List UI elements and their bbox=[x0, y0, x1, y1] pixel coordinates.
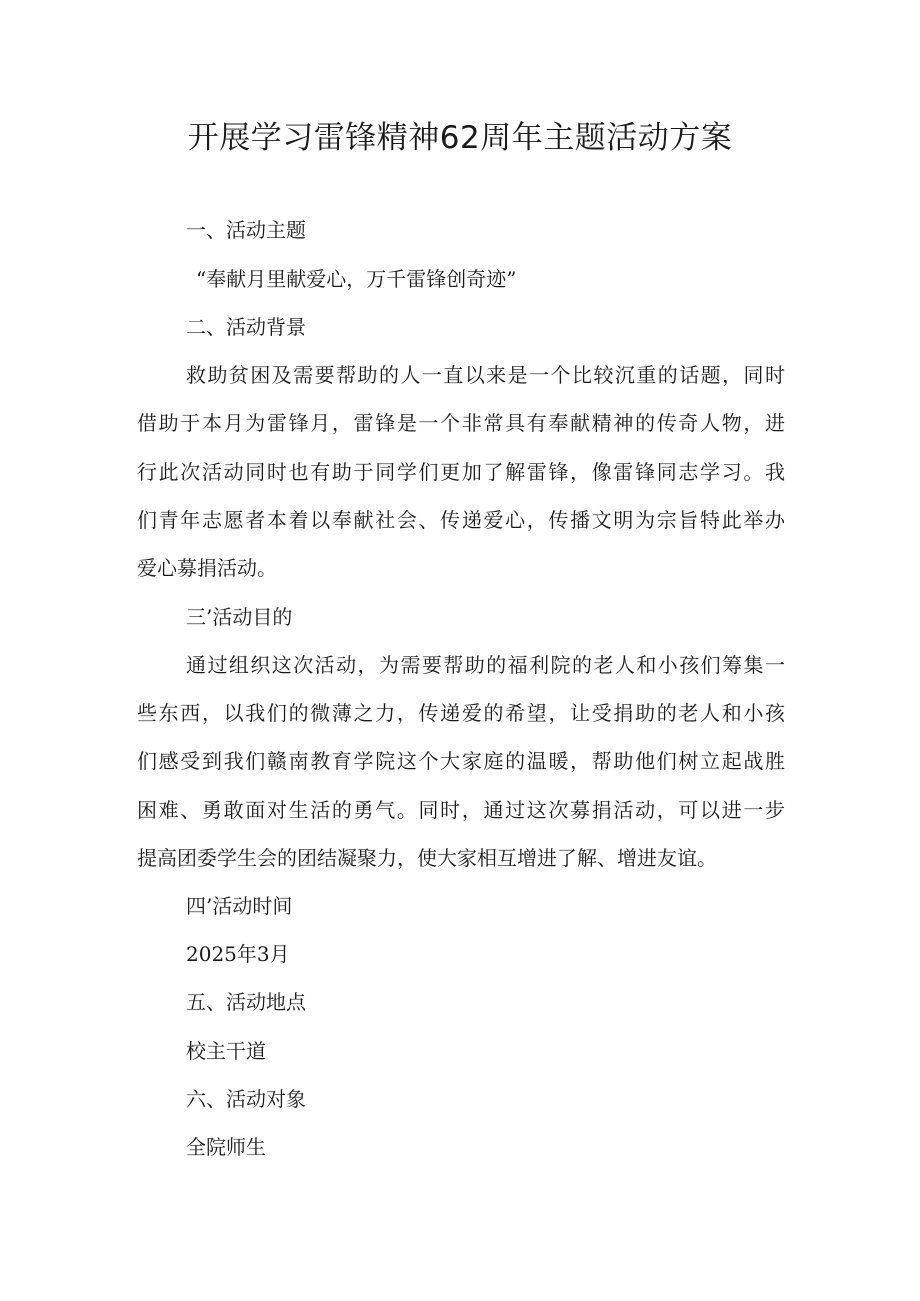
section-1-heading: 一、活动主题 bbox=[186, 218, 306, 242]
paragraph-line: 通过组织这次活动，为需要帮助的福利院的老人和小孩们筹集一 bbox=[186, 653, 785, 677]
paragraph-line: 们青年志愿者本着以奉献社会、传递爱心，传播文明为宗旨特此举办 bbox=[137, 508, 785, 532]
paragraph-line: 行此次活动同时也有助于同学们更加了解雷锋，像雷锋同志学习。我 bbox=[137, 460, 785, 484]
section-3-heading: 三’活动目的 bbox=[186, 605, 293, 629]
paragraph-line: 爱心募捐活动。 bbox=[137, 556, 277, 580]
paragraph-line: 提高团委学生会的团结凝聚力，使大家相互增进了解、增进友谊。 bbox=[137, 846, 717, 870]
section-1-body: “奉献月里献爱心，万千雷锋创奇迹” bbox=[196, 267, 517, 291]
paragraph-line: 些东西，以我们的微薄之力，传递爱的希望，让受捐助的老人和小孩 bbox=[137, 701, 785, 725]
page-title: 开展学习雷锋精神62周年主题活动方案 bbox=[187, 120, 733, 156]
section-4-body: 2025年3月 bbox=[186, 942, 290, 966]
paragraph-line: 困难、勇敢面对生活的勇气。同时，通过这次募捐活动，可以进一步 bbox=[137, 798, 785, 822]
paragraph-line: 借助于本月为雷锋月，雷锋是一个非常具有奉献精神的传奇人物，进 bbox=[137, 411, 785, 435]
section-5-heading: 五、活动地点 bbox=[186, 990, 306, 1014]
section-5-body: 校主干道 bbox=[186, 1039, 266, 1063]
paragraph-line: 们感受到我们赣南教育学院这个大家庭的温暖，帮助他们树立起战胜 bbox=[137, 749, 785, 773]
section-2-heading: 二、活动背景 bbox=[186, 315, 306, 339]
section-6-heading: 六、活动对象 bbox=[186, 1087, 306, 1111]
paragraph-line: 救助贫困及需要帮助的人一直以来是一个比较沉重的话题，同时 bbox=[186, 363, 785, 387]
section-6-body: 全院师生 bbox=[186, 1135, 266, 1159]
section-4-heading: 四’活动时间 bbox=[186, 894, 293, 918]
